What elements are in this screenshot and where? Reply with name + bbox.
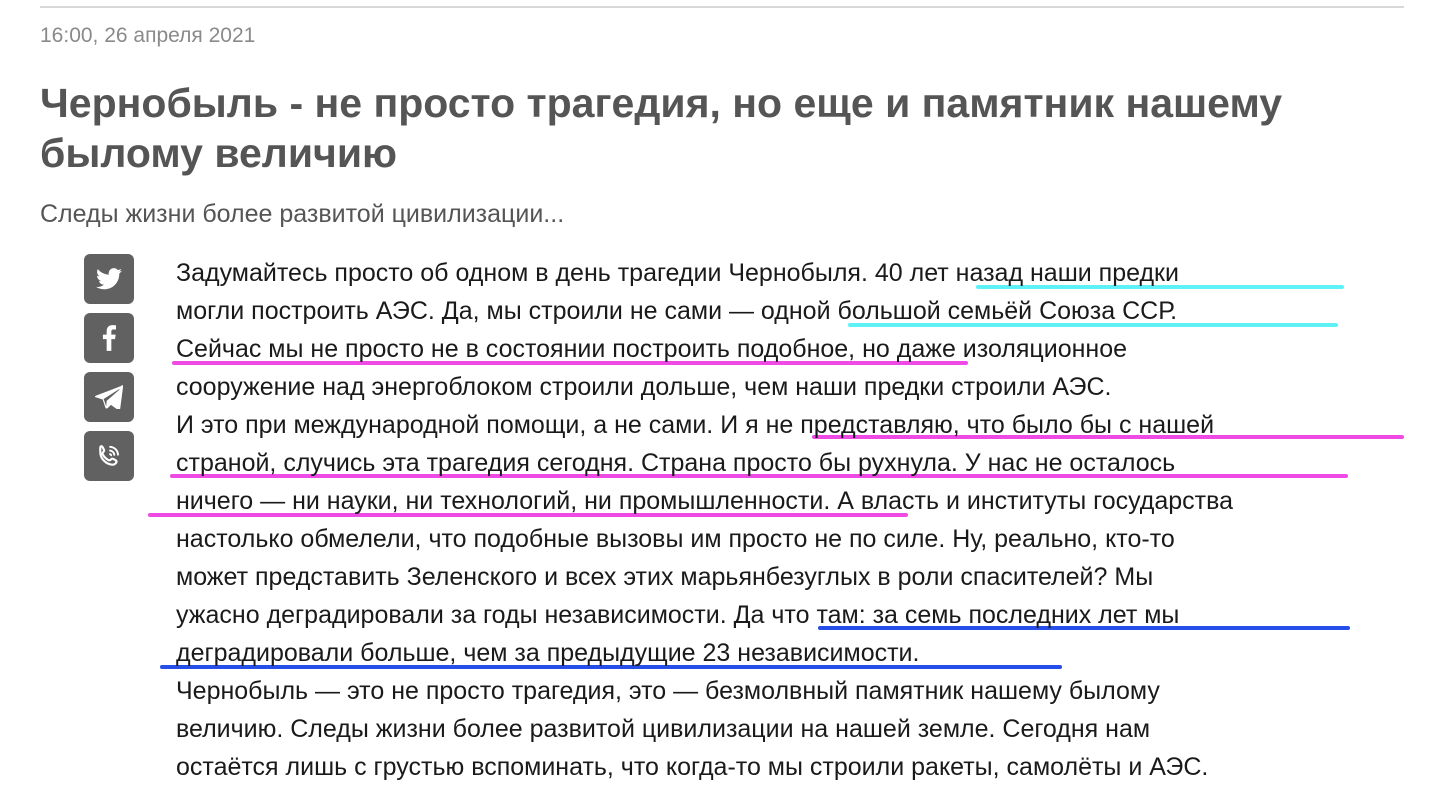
body-line bbox=[176, 634, 1406, 672]
facebook-icon bbox=[102, 325, 116, 351]
share-telegram-button[interactable] bbox=[84, 372, 134, 422]
top-divider bbox=[40, 6, 1404, 8]
body-line-text: может представить Зеленского и всех этих марьянбезуглых в роли спасителей? Мы bbox=[176, 563, 1154, 591]
body-line bbox=[176, 672, 1406, 710]
body-line bbox=[176, 292, 1406, 330]
body-line-text: страной, случись эта трагедия сегодня. Страна просто бы рухнула. У нас не осталось bbox=[176, 449, 1176, 477]
share-facebook-button[interactable] bbox=[84, 313, 134, 363]
body-line-text: Чернобыль — это не просто трагедия, это — безмолвный памятник нашему былому bbox=[176, 677, 1160, 705]
body-line-text: сооружение над энергоблоком строили дольше, чем наши предки строили АЭС. bbox=[176, 373, 1112, 401]
body-line bbox=[176, 596, 1406, 634]
body-line-text: величию. Следы жизни более развитой цивилизации на нашей земле. Сегодня нам bbox=[176, 715, 1151, 743]
telegram-icon bbox=[95, 385, 123, 409]
body-line bbox=[176, 748, 1406, 786]
body-line-text: остаётся лишь с грустью вспоминать, что когда-то мы строили ракеты, самолёты и АЭС. bbox=[176, 753, 1209, 781]
share-viber-button[interactable] bbox=[84, 431, 134, 481]
article-title: Чернобыль - не просто трагедия, но еще и памятник нашему былому величию bbox=[40, 80, 1283, 176]
body-line-text: ничего — ни науки, ни технологий, ни промышленности. А власть и институты государства bbox=[176, 487, 1234, 515]
body-line-text: Задумайтесь просто об одном в день трагедии Чернобыля. 40 лет назад наши предки bbox=[176, 259, 1179, 287]
body-line bbox=[176, 406, 1406, 444]
twitter-icon bbox=[96, 268, 122, 290]
body-line-text: ужасно деградировали за годы независимости. Да что там: за семь последних лет мы bbox=[176, 601, 1180, 629]
body-line bbox=[176, 520, 1406, 558]
body-line-text: Сейчас мы не просто не в состоянии построить подобное, но даже изоляционное bbox=[176, 335, 1128, 363]
body-line-text: настолько обмелели, что подобные вызовы им просто не по силе. Ну, реально, кто-то bbox=[176, 525, 1175, 553]
body-line-text: деградировали больше, чем за предыдущие 23 независимости. bbox=[176, 639, 920, 667]
share-bar bbox=[84, 254, 134, 490]
body-line-text: И это при международной помощи, а не сами. И я не представляю, что было бы с нашей bbox=[176, 411, 1215, 439]
body-line bbox=[176, 482, 1406, 520]
body-line bbox=[176, 330, 1406, 368]
body-line bbox=[176, 710, 1406, 748]
body-line-text: могли построить АЭС. Да, мы строили не сами — одной большой семьёй Союза ССР. bbox=[176, 297, 1178, 325]
publish-date: 16:00, 26 апреля 2021 bbox=[40, 24, 256, 47]
viber-icon bbox=[96, 443, 122, 469]
body-line bbox=[176, 368, 1406, 406]
article-subtitle: Следы жизни более развитой цивилизации... bbox=[40, 200, 565, 228]
body-line bbox=[176, 254, 1406, 292]
body-line bbox=[176, 558, 1406, 596]
article-body bbox=[176, 254, 1406, 786]
share-twitter-button[interactable] bbox=[84, 254, 134, 304]
body-line bbox=[176, 444, 1406, 482]
